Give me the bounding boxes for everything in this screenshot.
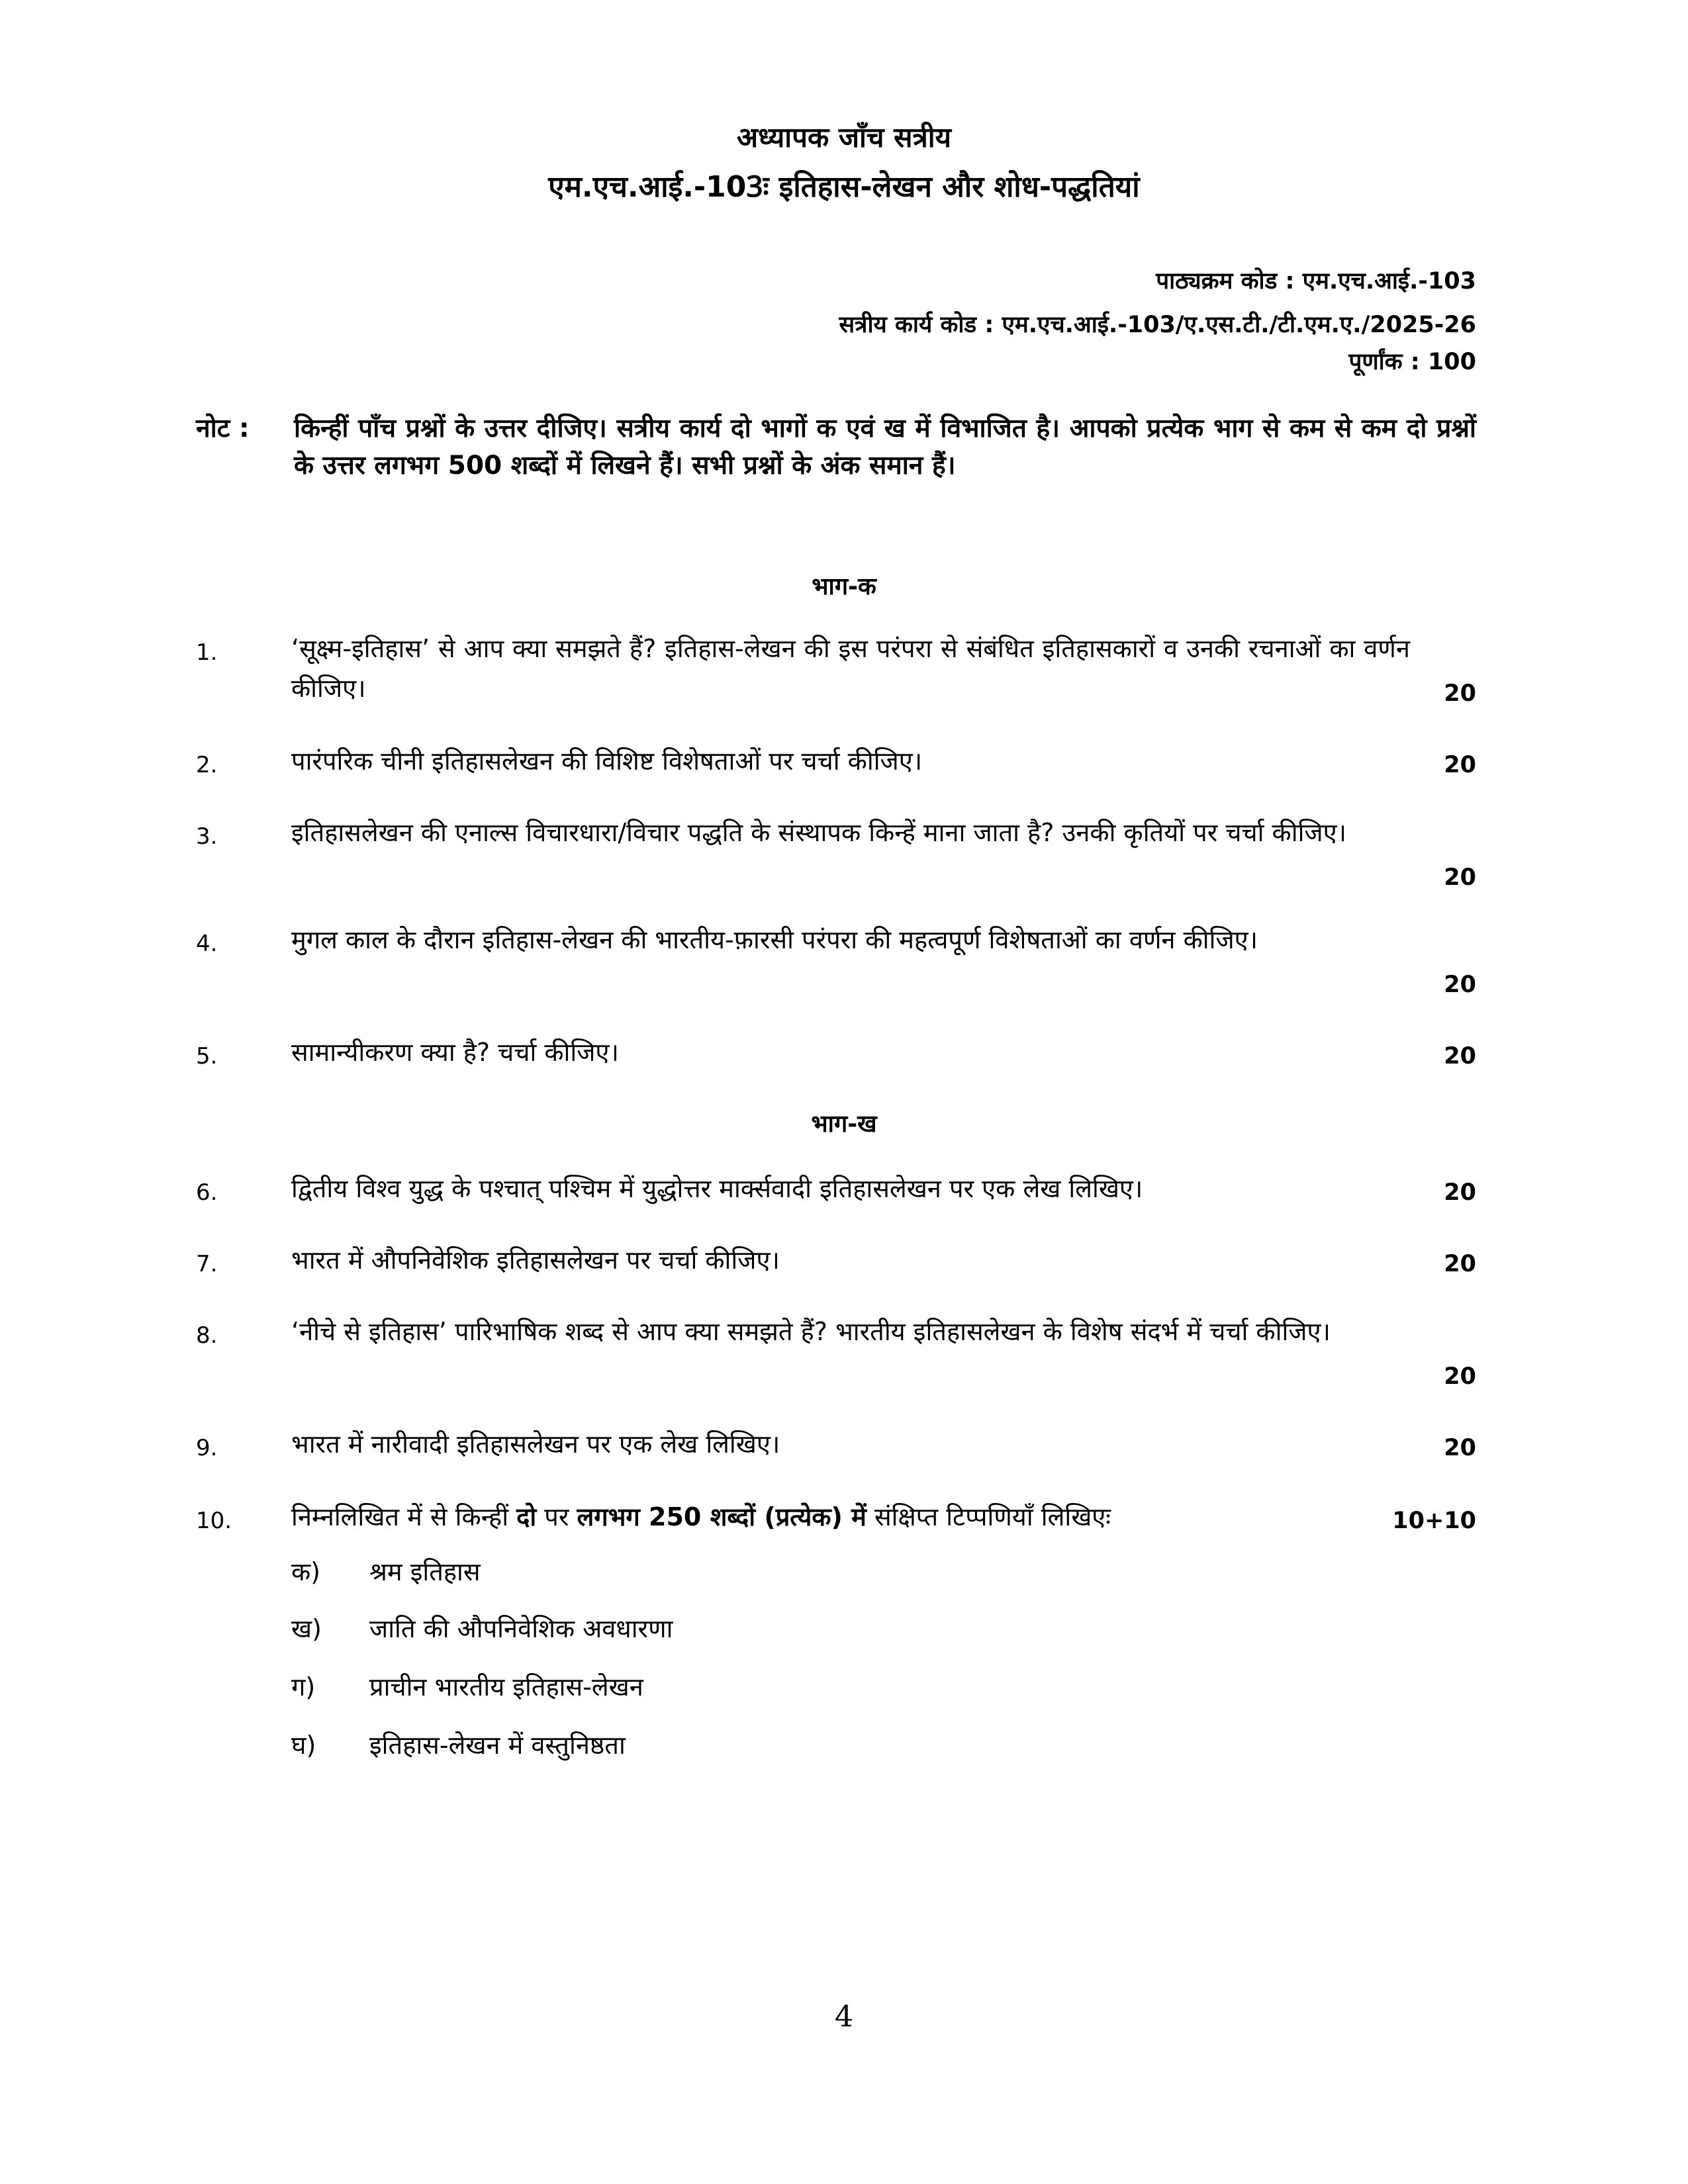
assignment-code: सत्रीय कार्य कोड : एम.एच.आई.-103/ए.एस.टी./टी.एम.ए./2025-26: [839, 312, 1476, 338]
question-number: 7.: [196, 1251, 218, 1277]
course-title: एम.एच.आई.-103ः इतिहास-लेखन और शोध-पद्धतियां: [548, 170, 1140, 204]
sub-question-label: ख): [291, 1614, 322, 1643]
question-text: मुगल काल के दौरान इतिहास-लेखन की भारतीय-फ़ारसी परंपरा की महत्वपूर्ण विशेषताओं का वर्णन कीजिए।: [291, 925, 1258, 954]
page-number: 4: [835, 2000, 853, 2034]
question-marks: 20: [1444, 972, 1476, 998]
question-text: भारत में औपनिवेशिक इतिहासलेखन पर चर्चा कीजिए।: [291, 1246, 780, 1275]
sub-question-label: ग): [291, 1672, 316, 1702]
document-title: अध्यापक जाँच सत्रीय: [736, 121, 951, 154]
question-text: भारत में नारीवादी इतिहासलेखन पर एक लेख लिखिए।: [291, 1430, 780, 1459]
sub-question-text: श्रम इतिहास: [369, 1557, 481, 1586]
question-number: 6.: [196, 1179, 218, 1206]
question-text: ‘नीचे से इतिहास’ पारिभाषिक शब्द से आप क्या समझते हैं? भारतीय इतिहासलेखन के विशेष संदर्भ में चर्चा कीजिए।: [291, 1317, 1331, 1346]
section-heading-part-a: भाग-क: [812, 573, 876, 600]
question-number: 3.: [196, 823, 218, 850]
sub-question-text: प्राचीन भारतीय इतिहास-लेखन: [369, 1672, 643, 1702]
question-text: [291, 1497, 1364, 1537]
question-number: 5.: [196, 1043, 218, 1069]
question-marks: 20: [1444, 864, 1476, 891]
question-text: द्वितीय विश्व युद्ध के पश्चात् पश्चिम में युद्धोत्तर मार्क्सवादी इतिहासलेखन पर एक लेख लिखिए।: [291, 1174, 1143, 1203]
sub-question-label: घ): [291, 1731, 316, 1760]
question-marks: 20: [1444, 1251, 1476, 1277]
note-text: किन्हीं पाँच प्रश्नों के उत्तर दीजिए। सत्रीय कार्य दो भागों क एवं ख में विभाजित है। आपको प्रत्येक भाग से कम से कम दो प्रश्नों के उत्तर लगभग 500 शब्दों में लिखने हैं। सभी प्रश्नों के अंक समान हैं।: [294, 414, 1476, 480]
question-text: इतिहासलेखन की एनाल्स विचारधारा/विचार पद्धति के संस्थापक किन्हें माना जाता है? उनकी कृतियों पर चर्चा कीजिए।: [291, 818, 1347, 847]
course-code: पाठ्यक्रम कोड : एम.एच.आई.-103: [1156, 268, 1476, 295]
q10-mid: पर: [544, 1502, 569, 1531]
question-text: पारंपरिक चीनी इतिहासलेखन की विशिष्ट विशेषताओं पर चर्चा कीजिए।: [291, 747, 923, 776]
question-marks: 20: [1444, 1363, 1476, 1390]
q10-emphasis-length: लगभग 250 शब्दों (प्रत्येक) में: [577, 1502, 867, 1531]
sub-question-text: इतिहास-लेखन में वस्तुनिष्ठता: [369, 1731, 626, 1760]
question-text: सामान्यीकरण क्या है? चर्चा कीजिए।: [291, 1038, 619, 1067]
question-number: 4.: [196, 931, 218, 957]
q10-pre: निम्नलिखित में से किन्हीं: [291, 1502, 509, 1531]
question-number: 8.: [196, 1322, 218, 1349]
sub-question-label: क): [291, 1557, 321, 1586]
q10-emphasis-count: दो: [516, 1502, 537, 1531]
question-number: 10.: [196, 1508, 232, 1534]
q10-post: संक्षिप्त टिप्पणियाँ लिखिएः: [874, 1502, 1111, 1531]
question-marks: 20: [1444, 752, 1476, 778]
question-marks: 20: [1444, 1435, 1476, 1461]
max-marks: पूर्णांक : 100: [1348, 349, 1476, 375]
sub-question-text: जाति की औपनिवेशिक अवधारणा: [369, 1614, 673, 1643]
question-marks: 20: [1444, 1179, 1476, 1206]
note-label: नोट :: [196, 414, 250, 443]
question-number: 1.: [196, 639, 218, 666]
question-marks: 20: [1444, 1043, 1476, 1069]
question-marks: 10+10: [1392, 1508, 1476, 1534]
section-heading-part-b: भाग-ख: [811, 1111, 877, 1138]
question-marks: 20: [1444, 680, 1476, 707]
question-number: 9.: [196, 1435, 218, 1461]
question-text: ‘सूक्ष्म-इतिहास’ से आप क्या समझते हैं? इतिहास-लेखन की इस परंपरा से संबंधित इतिहासकारों व उनकी रचनाओं का वर्णन कीजिए।: [291, 634, 1410, 703]
question-number: 2.: [196, 752, 218, 778]
